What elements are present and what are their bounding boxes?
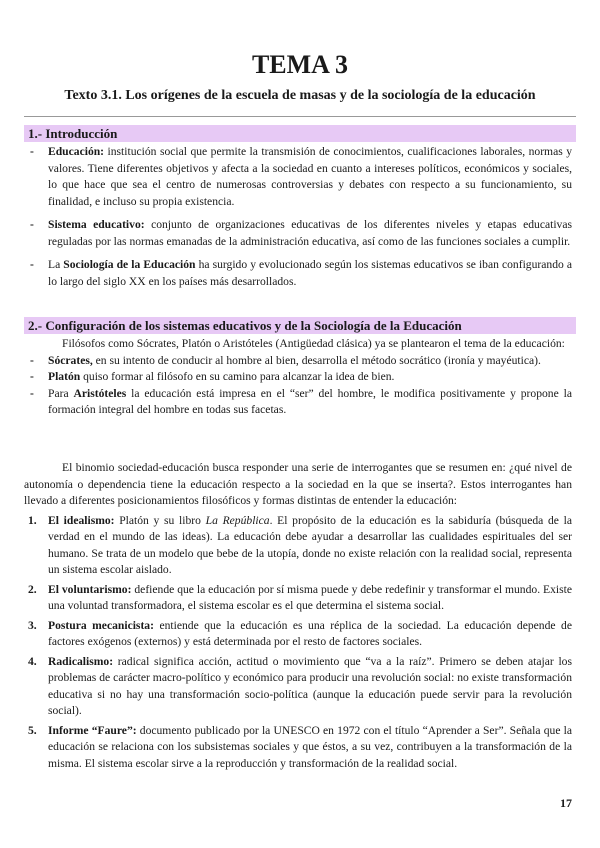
term: Sócrates, xyxy=(48,353,93,367)
term: Platón xyxy=(48,370,81,383)
term: Sistema educativo: xyxy=(48,218,145,231)
page-title: TEMA 3 xyxy=(251,50,349,79)
binomio-paragraph: El binomio sociedad-educación busca responder una serie de interrogantes que se resumen en: ¿qué nivel de autonomía o dependencia tiene la educación respecto a la sociedad en la que se inserta?. Estos interrogantes han llevado a diferentes posicionamientos filosóficos y formas distintas de entender la educación: xyxy=(24,461,572,507)
bullet-sistema-educativo xyxy=(24,217,572,250)
bullet-aristoteles xyxy=(24,386,572,419)
bullet-dash: - xyxy=(30,218,34,231)
term: Postura mecanicista: xyxy=(48,618,154,632)
title-divider xyxy=(24,116,576,117)
position-informe-faure xyxy=(24,723,572,773)
book-title: La República xyxy=(205,513,270,527)
bullet-educacion xyxy=(24,144,572,210)
bullet-sociologia xyxy=(24,257,572,290)
bullet-dash: - xyxy=(30,145,34,158)
term: Radicalismo: xyxy=(48,654,114,668)
list-number: 1. xyxy=(28,513,37,527)
term: Sociología de la Educación xyxy=(63,258,196,271)
definition: entiende que la educación es una réplica de la sociedad. La educación depende de factores exógenos (externos) y está determinada por el resto de factores sociales. xyxy=(48,618,572,648)
definition: conjunto de organizaciones educativas de los diferentes niveles y etapas educativas reguladas por las normas emanadas de la administración educativa, así como de las funciones sociales a cumplir. xyxy=(48,218,573,248)
definition: Platón y su libro xyxy=(114,513,206,527)
page-subtitle: Texto 3.1. Los orígenes de la escuela de masas y de la sociología de la educación xyxy=(64,88,536,103)
prefix: La xyxy=(48,258,64,271)
bullet-socrates xyxy=(24,353,572,370)
position-idealismo xyxy=(24,513,572,579)
term: El idealismo: xyxy=(48,513,115,527)
term: Informe “Faure”: xyxy=(48,723,137,737)
term: Educación: xyxy=(48,145,105,158)
bullet-dash: - xyxy=(30,258,34,271)
section-heading-introduccion: 1.- Introducción xyxy=(24,125,576,142)
positions-body xyxy=(24,460,572,772)
position-radicalismo xyxy=(24,654,572,720)
list-number: 2. xyxy=(28,582,37,596)
definition-cont: . El propósito de la educación es la sabiduría (búsqueda de la verdad en el mundo de las ideas). La educación debe ayudar a desarrollar las cualidades espirituales del ser humano. Se trata de un modelo que bebe de la utopía, donde no existe relación con la realidad social, representa un sistema escolar aislado. xyxy=(48,513,573,576)
definition: radical significa acción, actitud o movimiento que “va a la raíz”. Primero se deben atajar los problemas de carácter macro-político y económico para producir una revolución social: no existe transformación educativa si no hay una transformación socio-política (aunque la educación puede servir para la revolución social). xyxy=(48,654,572,717)
definition: quiso formar al filósofo en su camino para alcanzar la idea de bien. xyxy=(80,370,395,383)
bullet-dash: - xyxy=(30,353,34,367)
bullet-dash: - xyxy=(30,386,34,400)
page-number: 17 xyxy=(560,796,572,810)
bullet-platon xyxy=(24,369,572,386)
position-mecanicista xyxy=(24,618,572,651)
list-number: 5. xyxy=(28,723,37,737)
bullet-dash: - xyxy=(30,370,34,383)
definition: documento publicado por la UNESCO en 1972 con el título “Aprender a Ser”. Señala que la educación se relaciona con los subsistemas sociales y que éstos, a su vez, contribuyen a la transformación de la misma. El sistema escolar sirve a la reproducción y transformación de la realidad social. xyxy=(48,723,572,770)
list-number: 4. xyxy=(28,654,37,668)
section-heading-configuracion: 2.- Configuración de los sistemas educativos y de la Sociología de la Educación xyxy=(24,317,576,334)
position-voluntarismo xyxy=(24,582,572,615)
section-configuracion-body xyxy=(24,336,572,419)
list-number: 3. xyxy=(28,618,37,632)
definition: en su intento de conducir al hombre al bien, desarrolla el método socrático (ironía y mayéutica). xyxy=(92,353,541,367)
term: Aristóteles xyxy=(73,386,127,400)
definition: defiende que la educación por sí misma puede y debe redefinir y transformar el mundo. Existe una voluntad transformadora, el sistema escolar es el que determina el sistema social. xyxy=(48,582,572,612)
intro-paragraph: Filósofos como Sócrates, Platón o Aristóteles (Antigüedad clásica) ya se plantearon el tema de la educación: xyxy=(62,337,565,350)
definition: ha surgido y evolucionado según los sistemas educativos se iban configurando a lo largo del siglo XX en los países más desarrollados. xyxy=(48,258,572,288)
definition: la educación está impresa en el “ser” del hombre, le modifica positivamente y propone la formación integral del hombre en todas sus facetas. xyxy=(48,386,572,416)
definition: institución social que permite la transmisión de conocimientos, cualificaciones laborales, normas y valores. Tiene diferentes objetivos y afecta a la sociedad en cuanto a intereses políticos, económicos y sociales, lo que hace que sea el centro de numerosas controversias y debates con respecto a su funcionamiento, su finalidad, e incluso su propia existencia. xyxy=(48,145,572,208)
term: El voluntarismo: xyxy=(48,582,132,596)
prefix: Para xyxy=(48,386,74,400)
section-introduccion-body xyxy=(24,144,572,290)
